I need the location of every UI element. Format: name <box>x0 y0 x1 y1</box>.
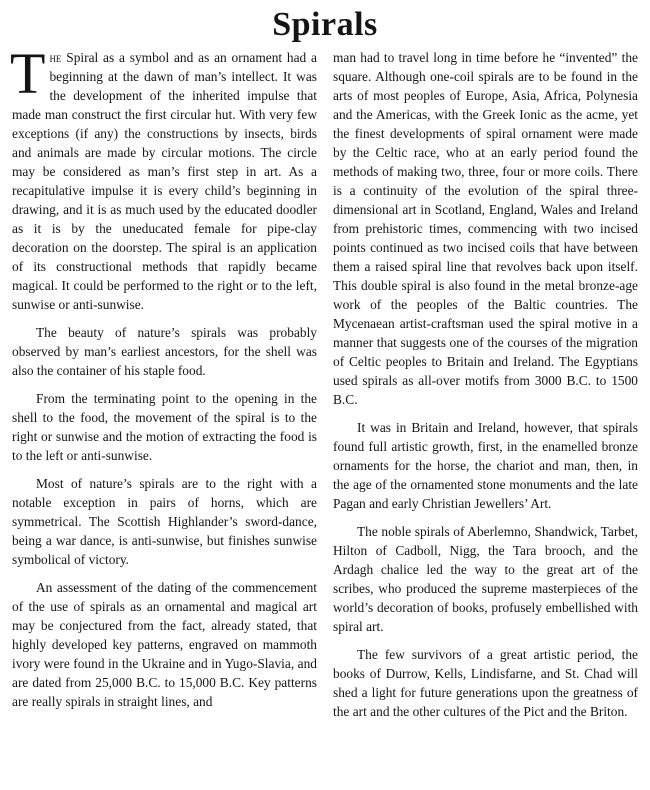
paragraph-1 <box>10 41 317 314</box>
paragraph-6: man had to travel long in time before he “invented” the square. Although one-coil spirals are to be found in the arts of most peoples of Europe, Asia, Africa, Polynesia and the Americas, with the Greek Ionic as the acme, yet the finest developments of spiral ornament were made by the Celtic race, who at an early period found the methods of making two, three, four or more coils. There is a continuity of the evolution of the spiral three-dimensional art in Scotland, England, Wales and Ireland from prehistoric times, commencing with two incised points continued as two incised coils that have between them a raised spiral line that revolves back upon itself. This double spiral is also found in the metal bronze-age work of the peoples of the Baltic countries. The Mycenaean artist-craftsman used the spiral motive in a manner that suggests one of the courses of the migration of Celtic peoples to Britain and Ireland. The Egyptians used spirals as all-over motifs from 3000 B.C. to 1500 B.C. <box>333 50 638 407</box>
paragraph-7: It was in Britain and Ireland, however, that spirals found full artistic growth, first, in the enamelled bronze ornaments for the horse, the chariot and man, then, in the age of the ornamented stone monuments and the late Pagan and early Christian Jewellers’ Art. <box>333 420 638 511</box>
page-title: Spirals <box>272 6 378 43</box>
drop-cap: T <box>10 41 46 106</box>
paragraph-3: From the terminating point to the opening in the shell to the food, the movement of the spiral is to the right or sunwise and the motion of extracting the food is to the left or anti-sunwise. <box>12 391 317 463</box>
lead-in: he <box>49 50 62 65</box>
paragraph-1-text: Spiral as a symbol and as an ornament had a beginning at the dawn of man’s intellect. It was the development of the inherited impulse that made man construct the first circular hut. With very few exceptions (if any) the constructions by insects, birds and animals are made by circular motions. The circle may be considered as man’s first step in art. As a recapitulative impulse it is every child’s beginning in drawing, and it is as much used by the educated doodler as it is by the uneducated female for pipe-clay decoration on the doorstep. The spiral is an application of its constructional methods that rapidly became magical. It could be performed to the right or to the left, sunwise or anti-sunwise. <box>12 50 317 312</box>
paragraph-2: The beauty of nature’s spirals was probably observed by man’s earliest ancestors, for the shell was also the container of his staple food. <box>12 325 317 378</box>
left-column <box>10 41 317 730</box>
right-column <box>333 48 638 730</box>
paragraph-4: Most of nature’s spirals are to the right with a notable exception in pairs of horns, which are symmetrical. The Scottish Highlander’s sword-dance, being a war dance, is anti-sunwise, but finishes sunwise symbolical of victory. <box>12 476 317 567</box>
text-columns <box>10 41 638 730</box>
paragraph-9: The few survivors of a great artistic period, the books of Durrow, Kells, Lindisfarne, and St. Chad will shed a light for future generations upon the greatness of the art and the other cultures of the Pict and the Briton. <box>333 647 638 719</box>
paragraph-5: An assessment of the dating of the commencement of the use of spirals as an ornamental and magical art may be conjectured from the fact, already stated, that highly developed key patterns, engraved on mammoth ivory were found in the Ukraine and in Yugo-Slavia, and are dated from 25,000 B.C. to 15,000 B.C. Key patterns are really spirals in straight lines, and <box>12 580 317 709</box>
paragraph-8: The noble spirals of Aberlemno, Shandwick, Tarbet, Hilton of Cadboll, Nigg, the Tara brooch, and the Ardagh chalice led the way to the great art of the scribes, who produced the supreme masterpieces of the world’s decoration of books, profusely embellished with spiral art. <box>333 524 638 634</box>
